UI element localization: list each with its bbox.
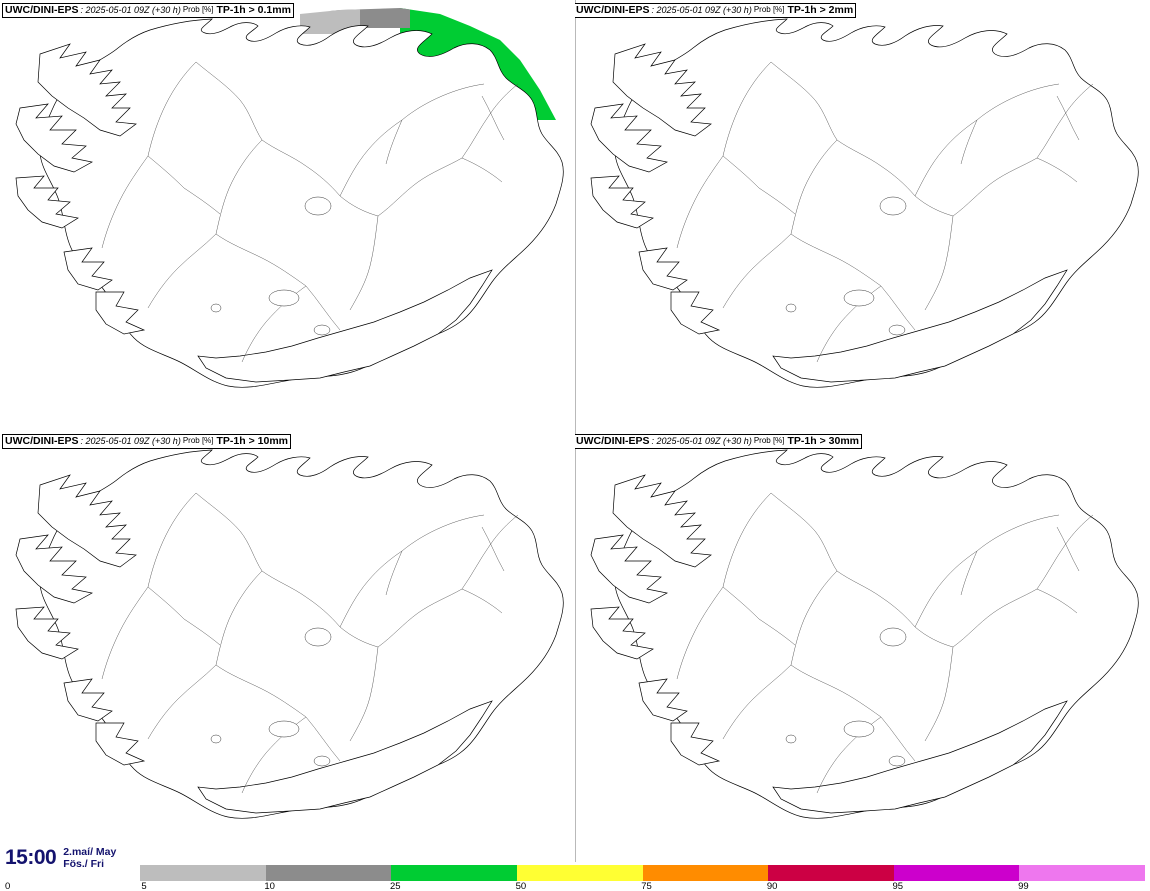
colorbar-segment-50 <box>517 865 643 881</box>
colorbar-segment-25 <box>391 865 517 881</box>
panel-field-label: Prob [%] <box>182 436 214 445</box>
panel-field-label: Prob [%] <box>753 436 785 445</box>
panel-threshold-label: TP-1h > 0.1mm <box>216 4 291 16</box>
colorbar-label-95: 95 <box>892 881 904 891</box>
panel-threshold-label: TP-1h > 10mm <box>216 435 289 447</box>
coastline <box>16 19 563 387</box>
colorbar-label-99: 99 <box>1018 881 1029 891</box>
map-panel-tp1h-10mm[interactable] <box>0 431 575 861</box>
colorbar-label-5: 5 <box>141 881 147 891</box>
colorbar-tick-labels <box>0 881 1150 891</box>
panel-field-label: Prob [%] <box>182 5 214 14</box>
panel-model-label: UWC/DINI-EPS <box>576 435 650 447</box>
colorbar-label-25: 25 <box>389 881 401 891</box>
panel-run-label: : 2025-05-01 09Z (+30 h) <box>80 436 181 446</box>
iceland-map-panel-3 <box>0 431 575 861</box>
colorbar-label-10: 10 <box>264 881 275 891</box>
iceland-map-panel-4 <box>575 431 1150 861</box>
map-panel-tp1h-0p1mm[interactable] <box>0 0 575 430</box>
colorbar-segment-5 <box>140 865 266 881</box>
colorbar-label-90: 90 <box>766 881 778 891</box>
panel-title-4 <box>575 434 862 449</box>
coastline <box>591 450 1138 818</box>
panel-title-3 <box>2 434 291 449</box>
panel-title-1 <box>2 3 294 18</box>
panel-run-label: : 2025-05-01 09Z (+30 h) <box>80 5 181 15</box>
panel-run-label: : 2025-05-01 09Z (+30 h) <box>651 436 752 446</box>
colorbar-segment-99 <box>1019 865 1145 881</box>
iceland-map-panel-2 <box>575 0 1150 430</box>
colorbar-label-50: 50 <box>515 881 527 891</box>
panel-divider <box>575 0 576 862</box>
panel-model-label: UWC/DINI-EPS <box>5 4 79 16</box>
colorbar-segment-95 <box>894 865 1020 881</box>
map-panel-tp1h-2mm[interactable] <box>575 0 1150 430</box>
figure-footer <box>0 845 1150 891</box>
colorbar-segment-90 <box>768 865 894 881</box>
panel-model-label: UWC/DINI-EPS <box>576 4 650 16</box>
panel-model-label: UWC/DINI-EPS <box>5 435 79 447</box>
probability-colorbar <box>140 865 1145 881</box>
panel-run-label: : 2025-05-01 09Z (+30 h) <box>651 5 752 15</box>
iceland-map-panel-1 <box>0 0 575 430</box>
valid-time: 15:00 <box>5 846 57 869</box>
panel-field-label: Prob [%] <box>753 5 785 14</box>
colorbar-segment-75 <box>643 865 769 881</box>
colorbar-label-min: 0 <box>5 881 11 891</box>
panel-threshold-label: TP-1h > 2mm <box>787 4 854 16</box>
colorbar-label-75: 75 <box>641 881 652 891</box>
colorbar-segment-10 <box>266 865 392 881</box>
map-panel-tp1h-30mm[interactable] <box>575 431 1150 861</box>
coastline <box>591 19 1138 387</box>
panel-title-2 <box>575 3 856 18</box>
valid-date-line1: 2.maí/ May <box>63 845 117 858</box>
valid-date-line2: Fös./ Fri <box>63 858 105 870</box>
panel-threshold-label: TP-1h > 30mm <box>787 435 860 447</box>
coastline <box>16 450 563 818</box>
valid-date-block <box>63 846 116 871</box>
valid-time-block <box>0 832 140 884</box>
